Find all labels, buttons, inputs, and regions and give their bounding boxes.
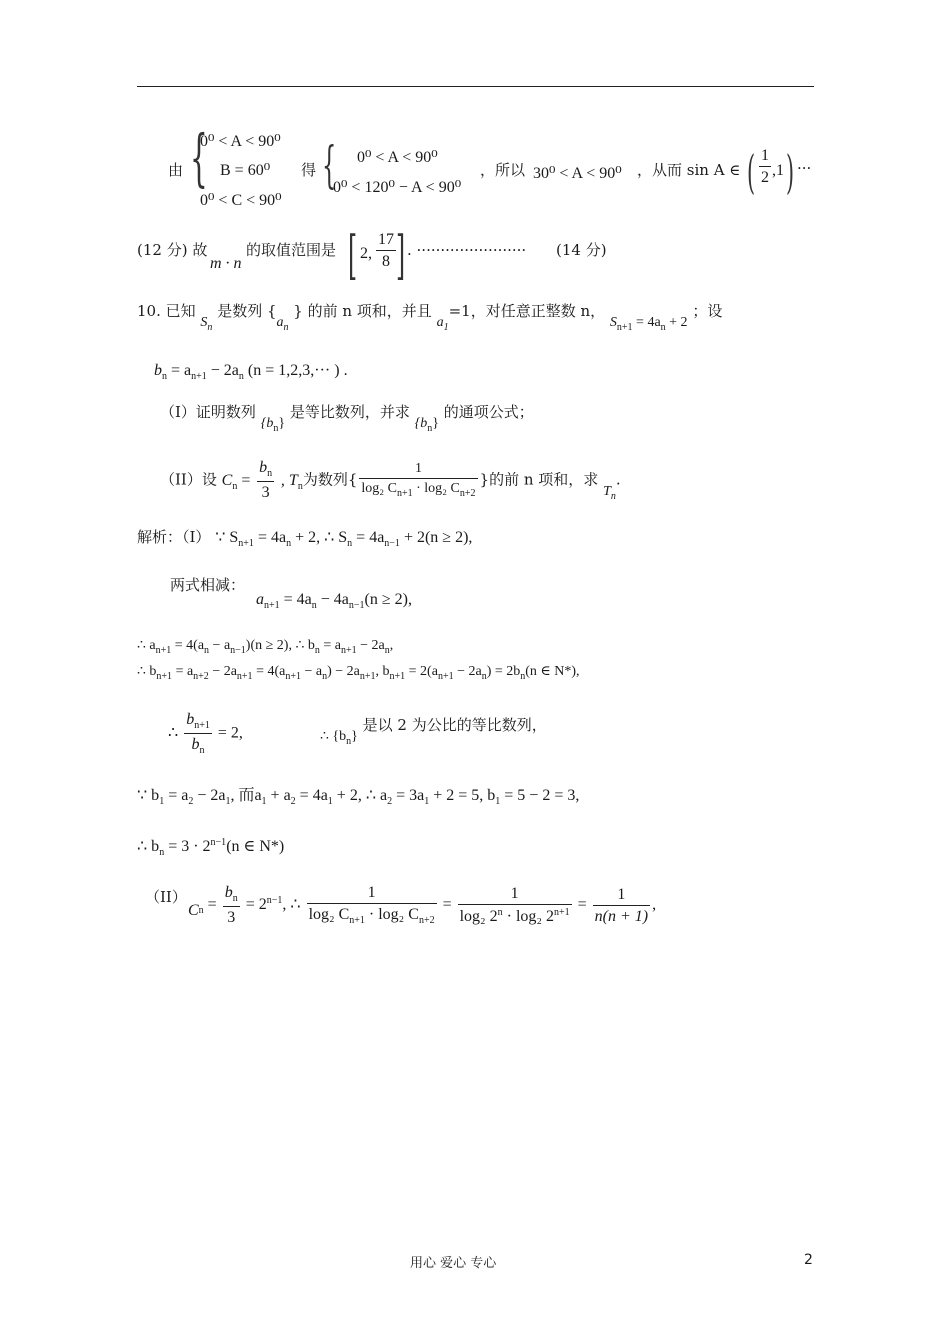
bn-eq-a: = a — [171, 362, 192, 379]
p2-bn: b — [259, 459, 268, 476]
sol-l1 — [215, 529, 473, 549]
f2-num: 1 — [458, 886, 572, 905]
l3e: = a — [323, 638, 341, 653]
ii-eq: = — [207, 896, 217, 914]
p2-log-frac — [359, 462, 477, 499]
l4h: = 2(a — [408, 664, 438, 679]
l6s4: 1 — [261, 796, 267, 807]
p2-tail: 的前 n 项和，求 — [489, 470, 599, 489]
q10-rec3: + 2 — [669, 315, 688, 330]
score-14: (14 分) — [556, 241, 607, 259]
p1-set — [260, 416, 286, 434]
geo-pre: ∴ {b — [320, 729, 347, 744]
l3s3: n−1 — [230, 645, 246, 656]
geo-text: 是以 2 为公比的等比数列， — [362, 716, 547, 734]
de-text: 得 — [301, 161, 317, 179]
page-number: 2 — [804, 1252, 813, 1268]
ii-3: 3 — [227, 909, 236, 926]
q10-a1-sub: 1 — [443, 322, 449, 333]
sol-l4 — [137, 665, 580, 682]
half-den: 2 — [761, 169, 769, 186]
bn-range: (n = 1,2,3,··· ) — [247, 362, 340, 379]
bn-minus: − 2a — [210, 362, 239, 379]
l6b: = a — [168, 787, 189, 804]
l7a: ∴ b — [137, 838, 160, 855]
geo-set — [320, 729, 358, 747]
l3b: = 4(a — [174, 638, 205, 653]
l3a: ∴ a — [137, 638, 156, 653]
l7b: = 3 · 2 — [168, 838, 211, 855]
l4j: ) = 2b — [486, 664, 521, 679]
l2a: a — [256, 591, 264, 608]
bn-a-sub: n+1 — [191, 371, 207, 382]
p2-T-sub: n — [610, 490, 616, 502]
bracket-close: ] — [396, 226, 406, 286]
l2d: (n ≥ 2), — [364, 591, 412, 608]
f2-den: log₂ 2 — [459, 908, 498, 925]
q10-an-a: a — [276, 315, 284, 330]
l6s6: 1 — [327, 796, 333, 807]
p2-tn-t: , T — [280, 471, 298, 489]
f3-num: 1 — [593, 887, 650, 906]
l4e: − a — [304, 664, 323, 679]
left-brace-2: { — [322, 136, 337, 194]
mn-text: m · n — [210, 255, 242, 272]
eq2: = — [442, 896, 452, 914]
p1-set-sub: n — [273, 423, 279, 434]
q10-rec — [609, 315, 688, 333]
ii-bn: b — [224, 884, 233, 901]
l3c: − a — [212, 638, 231, 653]
l1e: + 2(n ≥ 2), — [403, 529, 473, 546]
ii-label: （II） — [145, 888, 187, 906]
suoyi-text: ，所以 — [480, 161, 526, 179]
l2s2: n — [311, 600, 317, 611]
p2-T-t: T — [603, 483, 611, 499]
q10-c: } 的前 n 项和，并且 — [293, 302, 432, 320]
sol-l7 — [137, 838, 284, 858]
p2-bn-sub: n — [267, 468, 273, 479]
ii-frac0 — [223, 885, 240, 926]
q10-an — [276, 315, 289, 333]
l1s4: n−1 — [384, 538, 400, 549]
l6c: − 2a — [197, 787, 226, 804]
ii-c: C — [188, 902, 199, 920]
l4f: ) − 2a — [327, 664, 360, 679]
seventeen-eighths — [374, 232, 398, 270]
l6d: , 而a — [230, 787, 262, 804]
l4s7: n+1 — [389, 671, 406, 682]
p2-dot: . — [615, 470, 621, 489]
q10-rec-s: S — [609, 315, 617, 330]
range-a: 30⁰ < A < 90⁰ — [533, 165, 622, 182]
f1-mid: · log₂ C — [364, 906, 419, 923]
l4i: − 2a — [457, 664, 482, 679]
l7s1: n — [159, 847, 165, 858]
geo-line — [320, 718, 547, 747]
ratio-den: b — [191, 736, 200, 753]
l6s2: 2 — [188, 796, 194, 807]
geo-sub: n — [346, 736, 352, 747]
p2-cn-sub: n — [232, 480, 238, 492]
l7c: (n ∈ N*) — [226, 838, 285, 855]
p2-tn — [280, 471, 303, 492]
paren-close: ) — [786, 145, 795, 199]
l4s6: n+1 — [359, 671, 376, 682]
cond-e: 0⁰ < 120⁰ − A < 90⁰ — [333, 179, 462, 196]
frac-num: 17 — [376, 232, 396, 251]
ii-pow-sup: n−1 — [266, 895, 283, 907]
p2-bn-frac — [257, 460, 274, 501]
q10-rec-sub: n+1 — [616, 322, 633, 333]
bn-sub: n — [162, 371, 167, 382]
p2-wei: 为数列{ — [302, 470, 358, 489]
l6s8: 1 — [424, 796, 430, 807]
l6a: ∵ b — [137, 787, 160, 804]
l1s3: n — [347, 538, 353, 549]
ii-pow: = 2 — [245, 896, 267, 914]
l6h: = 3a — [396, 787, 425, 804]
l1c: + 2, ∴ S — [295, 529, 348, 546]
l4s1: n+1 — [156, 671, 173, 682]
l4s8: n+1 — [437, 671, 454, 682]
l3s2: n — [204, 645, 210, 656]
ii-frac3 — [593, 887, 650, 925]
l3s1: n+1 — [155, 645, 172, 656]
l3s6: n — [384, 645, 390, 656]
q10-sn — [200, 315, 213, 333]
bracket-open: [ — [348, 226, 358, 286]
ratio-den-sub: n — [199, 745, 205, 756]
l6i: + 2 = 5, b — [433, 787, 496, 804]
l4s3: n+1 — [236, 671, 253, 682]
p2-den: log₂ C — [361, 481, 397, 496]
p2-close: } — [479, 470, 490, 489]
q10-line1 — [137, 304, 722, 333]
l2s3: n−1 — [348, 600, 365, 611]
frac-den: 8 — [382, 253, 390, 270]
you-text: 由 — [168, 161, 184, 179]
l6s5: 2 — [290, 796, 296, 807]
p2-den-sub1: n+1 — [396, 488, 413, 499]
l4s9: n — [481, 671, 487, 682]
conger-text: ，从而 sin A ∈ — [637, 161, 741, 179]
ii-frac2 — [458, 886, 572, 925]
ratio-num: b — [186, 711, 195, 728]
f2-sup2: n+1 — [554, 907, 570, 918]
line2-pre: (12 分) 故 — [137, 241, 208, 259]
l6f: = 4a — [299, 787, 328, 804]
f1-num: 1 — [307, 885, 437, 904]
range-text: 的取值范围是 — [246, 241, 337, 259]
l6s7: 2 — [387, 796, 393, 807]
q10-a1-a: a — [436, 315, 444, 330]
q10-an-sub: n — [283, 322, 289, 333]
p2-eq: = — [241, 471, 251, 489]
ratio-line — [168, 712, 243, 756]
sol-l6 — [137, 788, 579, 807]
p1-mid: 是等比数列，并求 — [289, 403, 410, 421]
p2-cn — [221, 471, 251, 492]
bn-definition — [154, 363, 348, 382]
sol-l3 — [137, 639, 393, 656]
l3s4: n — [314, 645, 320, 656]
l6s1: 1 — [159, 796, 165, 807]
l4g: , b — [375, 664, 390, 679]
p2-den-mid: · log₂ C — [412, 481, 460, 496]
p2-tn-sub: n — [297, 480, 303, 492]
cond-d: 0⁰ < A < 90⁰ — [357, 149, 438, 166]
ii-so: , ∴ — [282, 896, 301, 914]
geo-end: } — [351, 729, 358, 744]
l3s5: n+1 — [340, 645, 357, 656]
l2c: − 4a — [320, 591, 349, 608]
p1-set-b: {b — [260, 416, 274, 431]
p1-set-end: } — [278, 416, 286, 431]
ii-tail: , — [652, 896, 657, 914]
bn-minus-sub: n — [238, 371, 244, 382]
l1d: = 4a — [356, 529, 385, 546]
p1-set2-b: {b — [414, 416, 428, 431]
q10-sn-sub: n — [207, 322, 213, 333]
ii-cs: n — [198, 905, 204, 917]
ii-frac1 — [307, 885, 437, 926]
l1s1: n+1 — [238, 538, 254, 549]
paren-open: ( — [747, 145, 756, 199]
l4s10: n — [520, 671, 526, 682]
p2-three: 3 — [261, 484, 270, 501]
l4k: (n ∈ N*), — [525, 664, 580, 679]
l7sup: n−1 — [210, 837, 227, 848]
l4a: ∴ b — [137, 664, 157, 679]
f1-s1: n+1 — [349, 915, 365, 926]
f1-s2: n+2 — [418, 915, 435, 926]
l4b: = a — [175, 664, 194, 679]
p1-label: （I）证明数列 — [160, 403, 256, 421]
header-rule — [137, 86, 814, 87]
f2-mid: · log₂ 2 — [502, 908, 554, 925]
l6e: + a — [270, 787, 291, 804]
footer-motto: 用心 爱心 专心 — [410, 1256, 497, 1271]
l3g: , — [389, 638, 394, 653]
p2-one: 1 — [359, 462, 477, 479]
half-fraction — [757, 148, 773, 186]
l3d: )(n ≥ 2), ∴ b — [245, 638, 315, 653]
sub-label: 两式相减： — [170, 576, 246, 594]
q10-a: 10. 已知 — [137, 302, 196, 320]
half-num: 1 — [759, 148, 771, 167]
l6g: + 2, ∴ a — [336, 787, 388, 804]
part-ii — [160, 460, 621, 502]
l2b: = 4a — [283, 591, 312, 608]
f3-den: n(n + 1) — [594, 907, 649, 925]
sol-ii-line — [188, 885, 656, 926]
cond-a: 0⁰ < A < 90⁰ — [200, 133, 281, 150]
p1-set2-sub: n — [427, 423, 433, 434]
l6s9: 1 — [495, 796, 501, 807]
q10-b: 是数列 { — [217, 302, 277, 320]
part-i — [160, 405, 534, 434]
bn-b: b — [154, 362, 162, 379]
p2-den-sub2: n+2 — [459, 488, 476, 499]
p1-set2-end: } — [432, 416, 439, 431]
one-text: ,1 — [772, 162, 784, 179]
l4s4: n+1 — [285, 671, 301, 682]
p1-set2 — [414, 416, 439, 434]
p2-cn-c: C — [221, 471, 233, 489]
q10-rec2: = 4a — [636, 315, 661, 330]
cond-b: B = 60⁰ — [220, 162, 271, 179]
eq3: = — [577, 896, 587, 914]
f1-den: log₂ C — [308, 906, 350, 923]
q10-sn-s: S — [200, 315, 208, 330]
l6s3: 1 — [225, 796, 231, 807]
ii-bns: n — [232, 893, 238, 904]
sol-line1 — [137, 530, 472, 549]
cond-c: 0⁰ < C < 90⁰ — [200, 192, 282, 209]
l4s5: n — [322, 671, 328, 682]
q10-d: =1，对任意正整数 n， — [448, 302, 606, 320]
ratio-eq: = 2, — [217, 724, 243, 742]
l1a: ∵ S — [215, 529, 239, 546]
sol-label: 解析：（I） — [137, 528, 211, 546]
q10-e: ；设 — [692, 302, 723, 320]
l2s1: n+1 — [264, 600, 280, 611]
ratio-num-sub: n+1 — [194, 720, 210, 731]
ratio-pre: ∴ — [168, 724, 179, 742]
l1b: = 4a — [257, 529, 287, 546]
l1s2: n — [286, 538, 292, 549]
p2-T — [603, 483, 616, 502]
ratio-frac — [184, 712, 212, 756]
two-text: 2, — [360, 245, 372, 262]
l6j: = 5 − 2 = 3, — [504, 787, 580, 804]
l4c: − 2a — [212, 664, 237, 679]
left-brace-1: { — [190, 121, 208, 194]
p2-label: （II）设 — [160, 470, 217, 489]
dots-1: ··· — [797, 159, 812, 177]
p1-end: 的通项公式； — [443, 403, 534, 421]
l4s2: n+2 — [193, 671, 209, 682]
dots-2: . ······················· — [407, 241, 527, 259]
l3f: − 2a — [360, 638, 385, 653]
q10-rec2-sub: n — [660, 322, 666, 333]
l4d: = 4(a — [256, 664, 286, 679]
sol-l2 — [256, 592, 412, 611]
bn-end: . — [343, 362, 348, 379]
f2-sup1: n — [497, 907, 503, 918]
q10-a1 — [436, 315, 449, 333]
